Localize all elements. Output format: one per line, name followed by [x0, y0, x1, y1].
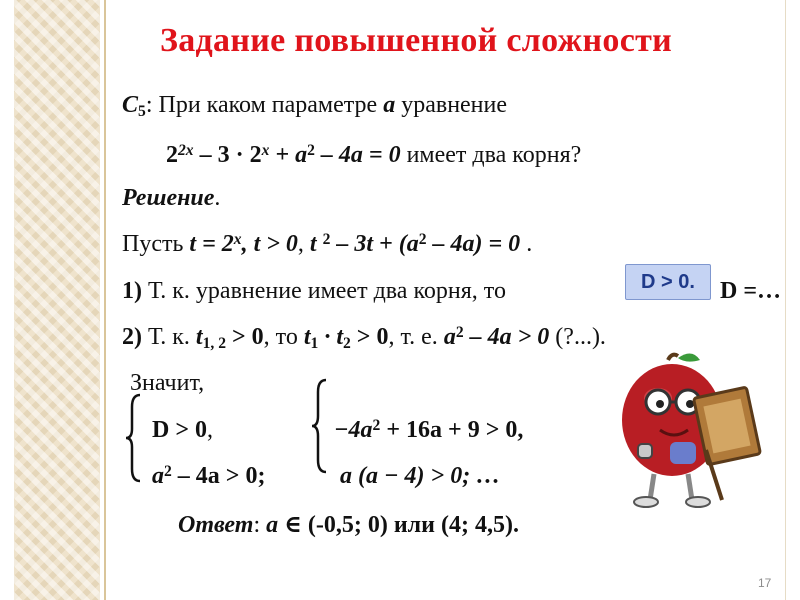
sys-1-b: a [152, 463, 164, 490]
sys-1-d: D > 0 [152, 417, 208, 443]
eq-part-4: – 4a = 0 [314, 142, 401, 169]
step-2-d-sub: 2 [342, 334, 351, 352]
solution-dot: . [214, 185, 221, 211]
answer-interval: ∈ (-0,5; 0) или (4; 4,5). [278, 512, 519, 538]
sub-text-a: Пусть [122, 231, 190, 258]
answer-colon: : [253, 512, 267, 538]
problem-param: a [383, 92, 396, 118]
sub-text-f-sup: 2 [418, 231, 427, 248]
sub-text-f: – 3t + (a [330, 231, 419, 258]
sys-2-b: a (a − 4) > 0; … [340, 463, 501, 489]
step-2-t2: t [303, 324, 311, 351]
hence-line [130, 371, 204, 395]
step-2-f: , т. е. [388, 324, 444, 351]
sub-text-b-sup: x [233, 231, 242, 248]
step-2-a: Т. к. [142, 324, 196, 351]
step-2-t2-sub: 1 [310, 334, 319, 352]
substitution-line [122, 232, 532, 256]
eq-part-1: 2 [166, 142, 178, 169]
hence-text: Значит, [130, 370, 205, 396]
step-2-b: > 0 [225, 324, 264, 351]
slide-title: Задание повышенной сложности [160, 22, 672, 59]
sub-text-d: , [297, 231, 310, 258]
sub-text-e: t [309, 231, 323, 258]
eq-part-3-sup: 2 [307, 142, 315, 159]
problem-label: C [122, 92, 139, 118]
sys-2-a: −4a [334, 417, 373, 444]
step-2-g-sup: 2 [455, 324, 464, 341]
right-system-brace [310, 378, 328, 474]
sub-text-e-sup: 2 [322, 231, 331, 248]
problem-equation [166, 143, 581, 167]
step-1-number: 1) [122, 278, 142, 304]
step-1-d [720, 279, 781, 303]
eq-part-1-sup: 2x [178, 142, 194, 159]
sub-text-b: t = 2 [189, 231, 234, 258]
eq-part-2-sup: x [261, 142, 270, 159]
system-1-line-2 [152, 464, 265, 488]
side-pattern [14, 0, 100, 600]
eq-tail: имеет два корня? [400, 142, 582, 169]
discriminant-box: D > 0. [625, 264, 711, 300]
problem-statement [122, 93, 507, 119]
step-2-i: (?...). [549, 324, 606, 351]
problem-text-2: уравнение [395, 92, 508, 118]
step-2-e: > 0 [350, 324, 389, 351]
system-2-line-2 [340, 464, 500, 488]
step-2-number: 2) [122, 324, 142, 351]
sys-2-a-sup: 2 [372, 417, 381, 434]
step-1-line [122, 279, 506, 303]
step-1-text: Т. к. уравнение имеет два корня, то [142, 278, 506, 304]
problem-text-1: : При каком параметре [145, 92, 384, 118]
answer-label: Ответ [178, 512, 254, 538]
sys-1-d-tail: , [207, 417, 214, 443]
step-2-t1-sub: 1, 2 [202, 334, 226, 352]
system-2-line-1 [334, 418, 523, 442]
sub-text-c: , t > 0 [241, 231, 298, 258]
step-2-d: · t [318, 324, 343, 351]
step-2-line [122, 325, 606, 352]
sub-text-h: . [520, 231, 533, 258]
step-2-g: a [443, 324, 456, 351]
eq-part-3: + a [269, 142, 308, 169]
sys-1-b-tail: – 4a > 0; [171, 463, 266, 490]
sys-2-a-tail: + 16a + 9 > 0, [380, 417, 524, 444]
solution-label: Решение [122, 185, 215, 211]
step-1-d-text: D =… [720, 278, 782, 304]
sys-1-b-sup: 2 [164, 463, 172, 480]
solution-heading [122, 186, 220, 210]
problem-label-sub: 5 [138, 102, 146, 120]
answer-line [178, 513, 519, 537]
step-2-c: , то [263, 324, 304, 351]
apple-teacher-mascot-icon [610, 350, 770, 510]
left-system-brace [124, 393, 142, 483]
step-2-h: – 4a > 0 [463, 324, 550, 351]
side-divider [104, 0, 106, 600]
eq-part-2: – 3 · 2 [193, 142, 262, 169]
page-number: 17 [758, 576, 772, 590]
answer-var: a [266, 512, 279, 538]
step-2-t1: t [195, 324, 203, 351]
sub-text-g: – 4a) = 0 [426, 231, 521, 258]
system-1-line-1 [152, 418, 213, 442]
